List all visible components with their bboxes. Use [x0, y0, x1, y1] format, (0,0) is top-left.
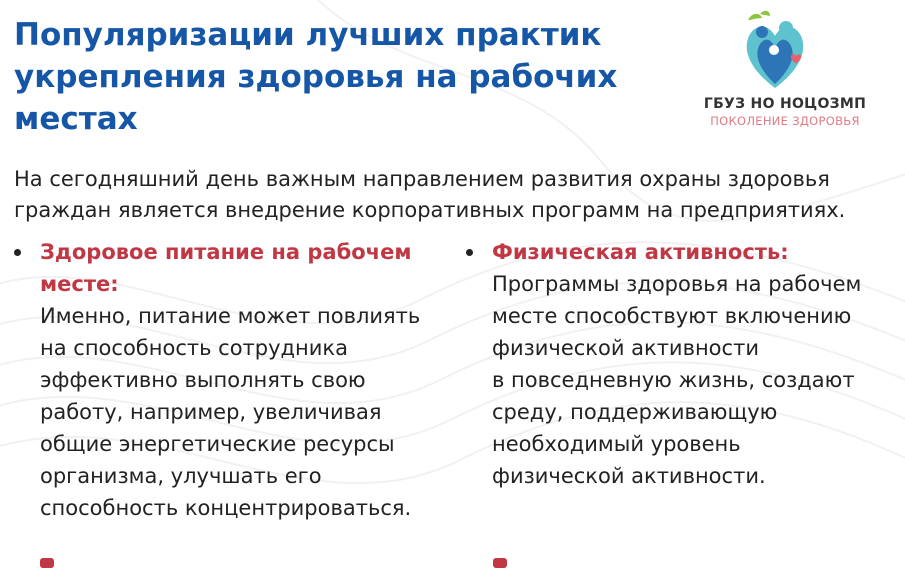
- bullet-icon: [14, 249, 21, 256]
- list-item-physical-activity: [466, 236, 876, 492]
- item-text: Программы здоровья на рабочем месте способствуют включению физической активности в повседневную жизнь, создают среду, поддерживающую необходимый уровень физической активности.: [492, 272, 862, 488]
- item-text: Именно, питание может повлиять на способность сотрудника эффективно выполнять свою работу, например, увеличивая общие энергетические ресурсы организма, улучшать его способность концентрироваться.: [40, 304, 421, 520]
- item-heading: Физическая активность:: [492, 240, 789, 264]
- bullet-icon: [466, 249, 473, 256]
- item-heading: Здоровое питание на рабочем месте:: [40, 240, 412, 296]
- cut-off-heading-left: [40, 558, 54, 568]
- logo-subtitle: ПОКОЛЕНИЕ ЗДОРОВЬЯ: [710, 114, 860, 128]
- cut-off-heading-right: [493, 558, 507, 568]
- logo-organization-name: ГБУЗ НО НОЦОЗМП: [703, 96, 867, 112]
- organization-logo: [690, 10, 880, 135]
- family-heart-logo-icon: [740, 10, 810, 92]
- page-title: Популяризации лучших практик укрепления здоровья на рабочих местах: [14, 17, 618, 137]
- intro-paragraph: На сегодняшний день важным направлением развития охраны здоровья граждан является внедрение корпоративных программ на предприятиях.: [14, 167, 846, 222]
- list-item-nutrition: [14, 236, 424, 524]
